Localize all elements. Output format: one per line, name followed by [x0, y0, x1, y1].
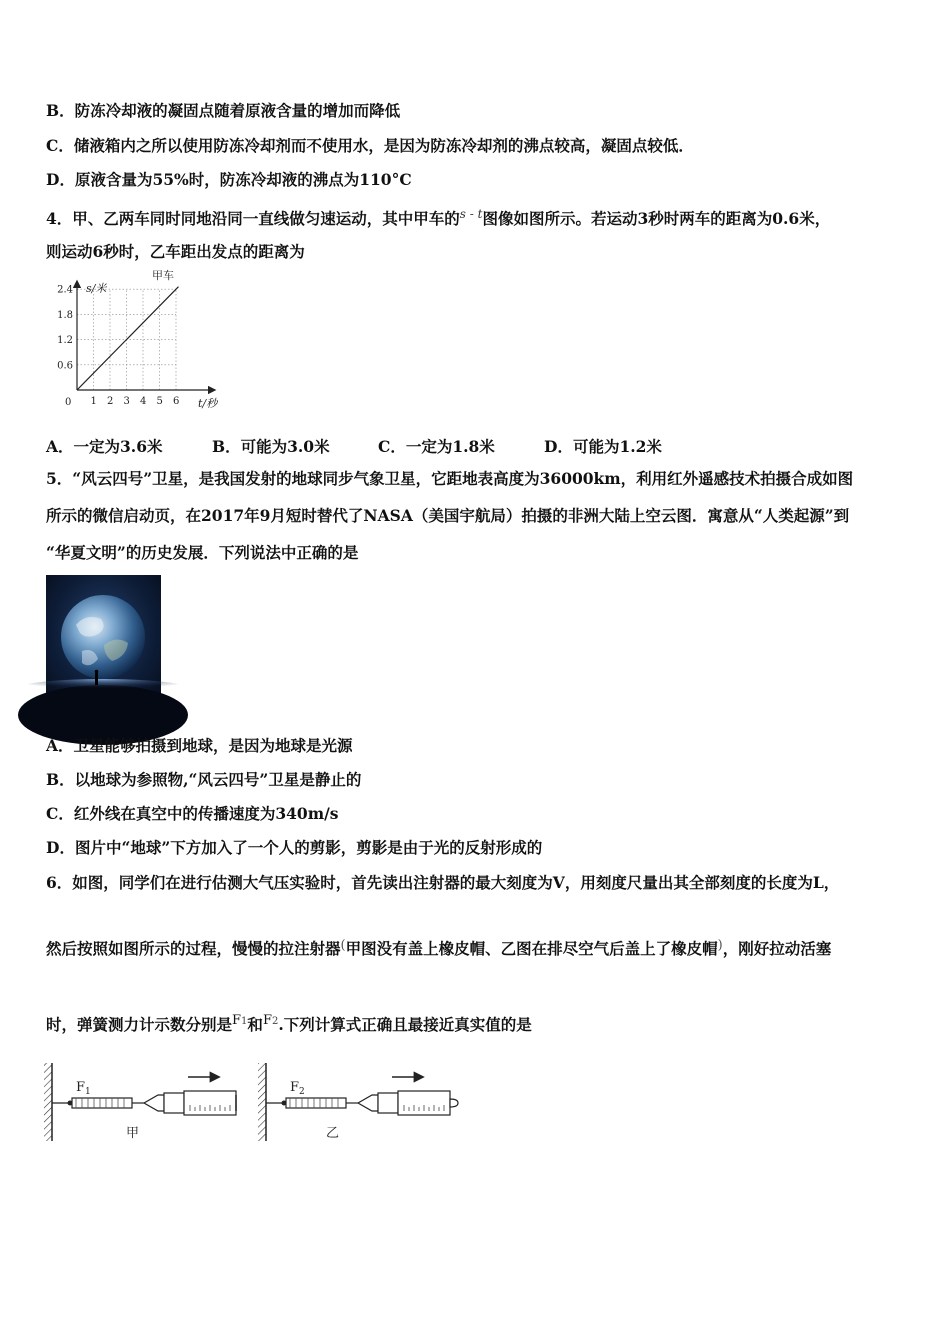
- q5-option-a: A．卫星能够拍摄到地球，是因为地球是光源: [46, 736, 353, 755]
- q4-stem-part-a: 4．甲、乙两车同时同地沿同一直线做匀速运动，其中甲车的: [46, 209, 460, 228]
- q4-option-c: C．一定为1.8米: [378, 437, 495, 456]
- q4-option-b: B．可能为3.0米: [212, 437, 330, 456]
- rubber-cap: [450, 1099, 458, 1107]
- q5-stem-line2: 所示的微信启动页，在2017年9月短时替代了NASA（美国宇航局）拍摄的非洲大陆上空云图．寓意从“人类起源”到: [46, 506, 850, 525]
- y-tick-0.6: 0.6: [57, 360, 73, 372]
- q6-f1-base: F: [232, 1013, 242, 1028]
- y-tick-1.2: 1.2: [57, 335, 73, 347]
- q6-line3-part-a: 时，弹簧测力计示数分别是: [46, 1015, 233, 1034]
- q4-stem-symbol: s - t: [459, 207, 483, 221]
- y-axis-label: s/米: [86, 282, 107, 295]
- q6-f2-sub: 2: [271, 1016, 279, 1027]
- x-axis-label: t/秒: [198, 397, 218, 410]
- setup-yi: [258, 1063, 458, 1141]
- origin-label: 0: [65, 397, 72, 408]
- q5-stem-line3: “华夏文明”的历史发展．下列说法中正确的是: [46, 543, 359, 562]
- force-label-f1: $F_1$: [76, 1080, 91, 1097]
- q3-option-d: D．原液含量为55%时，防冻冷却液的沸点为110°C: [46, 170, 412, 189]
- q6-and: 和: [247, 1015, 263, 1034]
- setup-jia: [44, 1063, 236, 1141]
- q5-option-c: C．红外线在真空中的传播速度为340m/s: [46, 804, 339, 823]
- q4-stem-line2: 则运动6秒时，乙车距出发点的距离为: [46, 242, 305, 261]
- x-tick-2: 2: [107, 396, 114, 407]
- x-tick-1: 1: [90, 396, 97, 407]
- spring-scale-jia: [72, 1098, 132, 1108]
- q6-f2-base: F: [262, 1013, 272, 1028]
- syringe-barrel-jia: [184, 1091, 236, 1115]
- q4-option-a: A．一定为3.6米: [46, 437, 163, 456]
- q6-stem-line1: 6．如图，同学们在进行估测大气压实验时，首先读出注射器的最大刻度为V，用刻度尺量出其全部刻度的长度为L，: [46, 873, 840, 892]
- syringe-barrel-yi: [398, 1091, 450, 1115]
- caption-yi: 乙: [326, 1126, 340, 1141]
- series-line-jia: [77, 287, 178, 390]
- q6-stem-line3: [46, 1011, 532, 1035]
- spring-scale-yi: [286, 1098, 346, 1108]
- caption-jia: 甲: [126, 1126, 140, 1141]
- q5-option-d: D．图片中“地球”下方加入了一个人的剪影，剪影是由于光的反射形成的: [46, 838, 543, 857]
- force-label-f2: $F_2$: [290, 1080, 305, 1097]
- q6-f1-sub: 1: [241, 1016, 248, 1027]
- earth-image: [46, 575, 161, 710]
- x-tick-4: 4: [140, 396, 147, 407]
- series-label: 甲车: [152, 269, 174, 283]
- q6-line2-part-b: 甲图没有盖上橡皮帽、乙图在排尽空气后盖上了橡皮帽: [345, 939, 718, 958]
- q4-stem-part-b: 图像如图所示。若运动3秒时两车的距离为0.6米，: [482, 209, 831, 228]
- q6-paren-close: ): [717, 938, 723, 953]
- q3-option-c: C．储液箱内之所以使用防冻冷却剂而不使用水，是因为防冻冷却剂的沸点较高，凝固点较低．: [46, 136, 694, 155]
- y-tick-2.4: 2.4: [57, 284, 73, 296]
- syringe-figure: [40, 1055, 470, 1150]
- q4-option-d: D．可能为1.2米: [544, 437, 662, 456]
- q6-line2-part-a: 然后按照如图所示的过程，慢慢的拉注射器: [46, 939, 341, 958]
- q4-stem-line1: [46, 204, 830, 229]
- q3-option-b: B．防冻冷却液的凝固点随着原液含量的增加而降低: [46, 101, 401, 120]
- q4-options: [46, 435, 662, 457]
- q4-st-graph: [44, 269, 234, 416]
- q6-line3-part-b: .下列计算式正确且最接近真实值的是: [278, 1015, 532, 1034]
- x-tick-3: 3: [123, 396, 130, 407]
- x-tick-5: 5: [156, 396, 163, 407]
- q6-line2-part-c: ，刚好拉动活塞: [722, 939, 832, 958]
- q6-paren-open: (: [340, 938, 346, 953]
- q6-stem-line2: [46, 936, 831, 959]
- q5-stem-line1: 5．“风云四号”卫星，是我国发射的地球同步气象卫星，它距地表高度为36000km，利用红外遥感技术拍摄合成如图: [46, 469, 854, 488]
- y-tick-1.8: 1.8: [57, 309, 73, 321]
- q5-option-b: B．以地球为参照物,“风云四号”卫星是静止的: [46, 770, 362, 789]
- x-tick-6: 6: [173, 396, 180, 407]
- person-silhouette: [95, 673, 98, 685]
